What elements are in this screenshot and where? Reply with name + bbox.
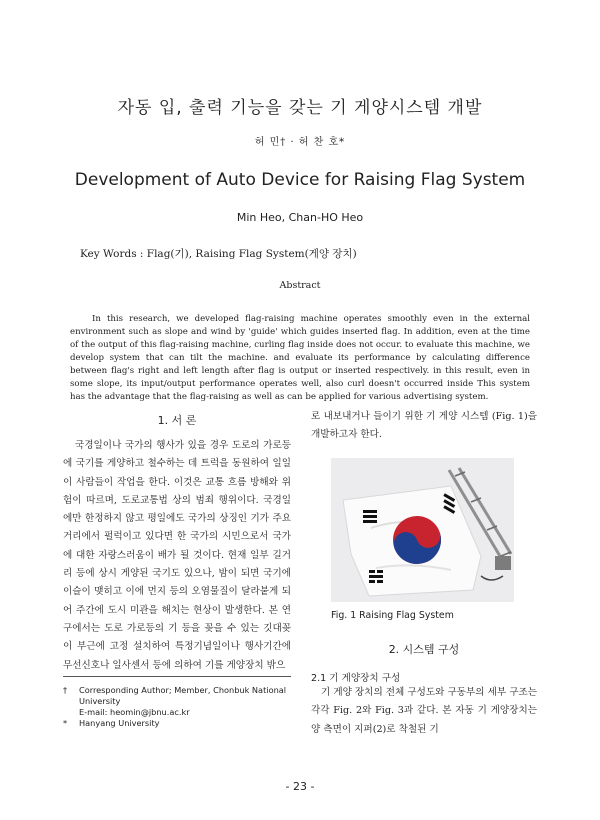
section-1-continuation: 로 내보내거나 들이기 위한 기 게양 시스템 (Fig. 1)을 개발하고자 한다. (311, 411, 537, 441)
korean-authors: 허 민† · 허 찬 호* (254, 137, 346, 148)
section-1-text: 국경일이나 국가의 행사가 있을 경우 도로의 가로등에 국기를 게양하고 철수하는 데 트럭을 동원하여 일일이 사람들이 작업을 한다. 이것은 교통 흐름 방해와 위험이 따르며, 도로교통법 상의 범죄 행위이다. 국경일에만 한정하지 않고 평일에도 국가의 상징인 기가 주요 거리에서 펄럭이고 있다면 한 국가의 시민으로서 국가에 대한 자랑스러움이 배가 될 것이다. 현재 일부 길거리 등에 상시 게양된 국기도 있으나, 밤이 되면 국기에 이슬이 맺히고 이에 먼지 등의 오염물질이 달라붙게 되어 주간에 도시 미관을 해치는 현상이 발생한다. 본 연구에서는 도로 가로등의 기 등을 꽂을 수 있는 깃대꽂이 부근에 고정 설치하여 특정기념일이나 행사기간에 무선신호나 일사센서 등에 의하여 기를 게양장치 밖으 (63, 440, 291, 671)
english-authors: Min Heo, Chan-HO Heo (236, 211, 364, 224)
footnote-mark: * (63, 718, 68, 728)
left-column (63, 412, 291, 675)
keywords: Key Words : Flag(기), Raising Flag System(게양 장치) (80, 248, 357, 260)
section-2-1-text: 기 게양 장치의 전체 구성도와 구동부의 세부 구조는 각각 Fig. 2와 Fig. 3과 같다. 본 자동 기 게양장치는 양 측면이 지퍼(2)로 착철된 기 (311, 687, 537, 735)
section-1-heading: 1. 서 론 (157, 414, 197, 427)
page-number: - 23 - (285, 780, 315, 793)
footnotes (63, 676, 291, 729)
right-column (311, 408, 537, 445)
section-2-1-heading: 2.1 기 게양장치 구성 (311, 673, 401, 684)
footnote-corresponding (63, 685, 291, 718)
english-title: Development of Auto Device for Raising Flag System (74, 170, 526, 190)
figure-1-caption: Fig. 1 Raising Flag System (331, 610, 454, 621)
footnote-affiliation (63, 718, 291, 729)
abstract-heading: Abstract (279, 280, 321, 291)
section-2-heading: 2. 시스템 구성 (388, 643, 460, 656)
section-2 (311, 641, 537, 657)
abstract-text: In this research, we developed flag-raising machine operates smoothly even in the external environment such as slope and wind by 'guide' which guides inserted flag. In addition, even at the time of the output of this flag-raising machine, curling flag inside does not occur. to evaluate this machine, we develop system that can tilt the machine. and evaluate its performance by calculating difference between flag's right and left length after flag is output or inserted respectively. in this result, even in some slope, its input/output performance operates well, also curl doesn't occurred inside This system has the advantage that the flag-raising as well as can be applied for various advertising system. (70, 313, 530, 403)
figure-1-photo (331, 458, 514, 602)
flag-machine-illustration (331, 458, 514, 602)
footnote-mark: † (63, 685, 68, 695)
footnote-line: Hanyang University (79, 718, 160, 728)
footnote-email: E-mail: heomin@jbnu.ac.kr (79, 707, 190, 717)
footnote-line: Corresponding Author; Member, Chonbuk National University (79, 685, 287, 706)
korean-title: 자동 입, 출력 기능을 갖는 기 게양시스템 개발 (117, 98, 483, 118)
